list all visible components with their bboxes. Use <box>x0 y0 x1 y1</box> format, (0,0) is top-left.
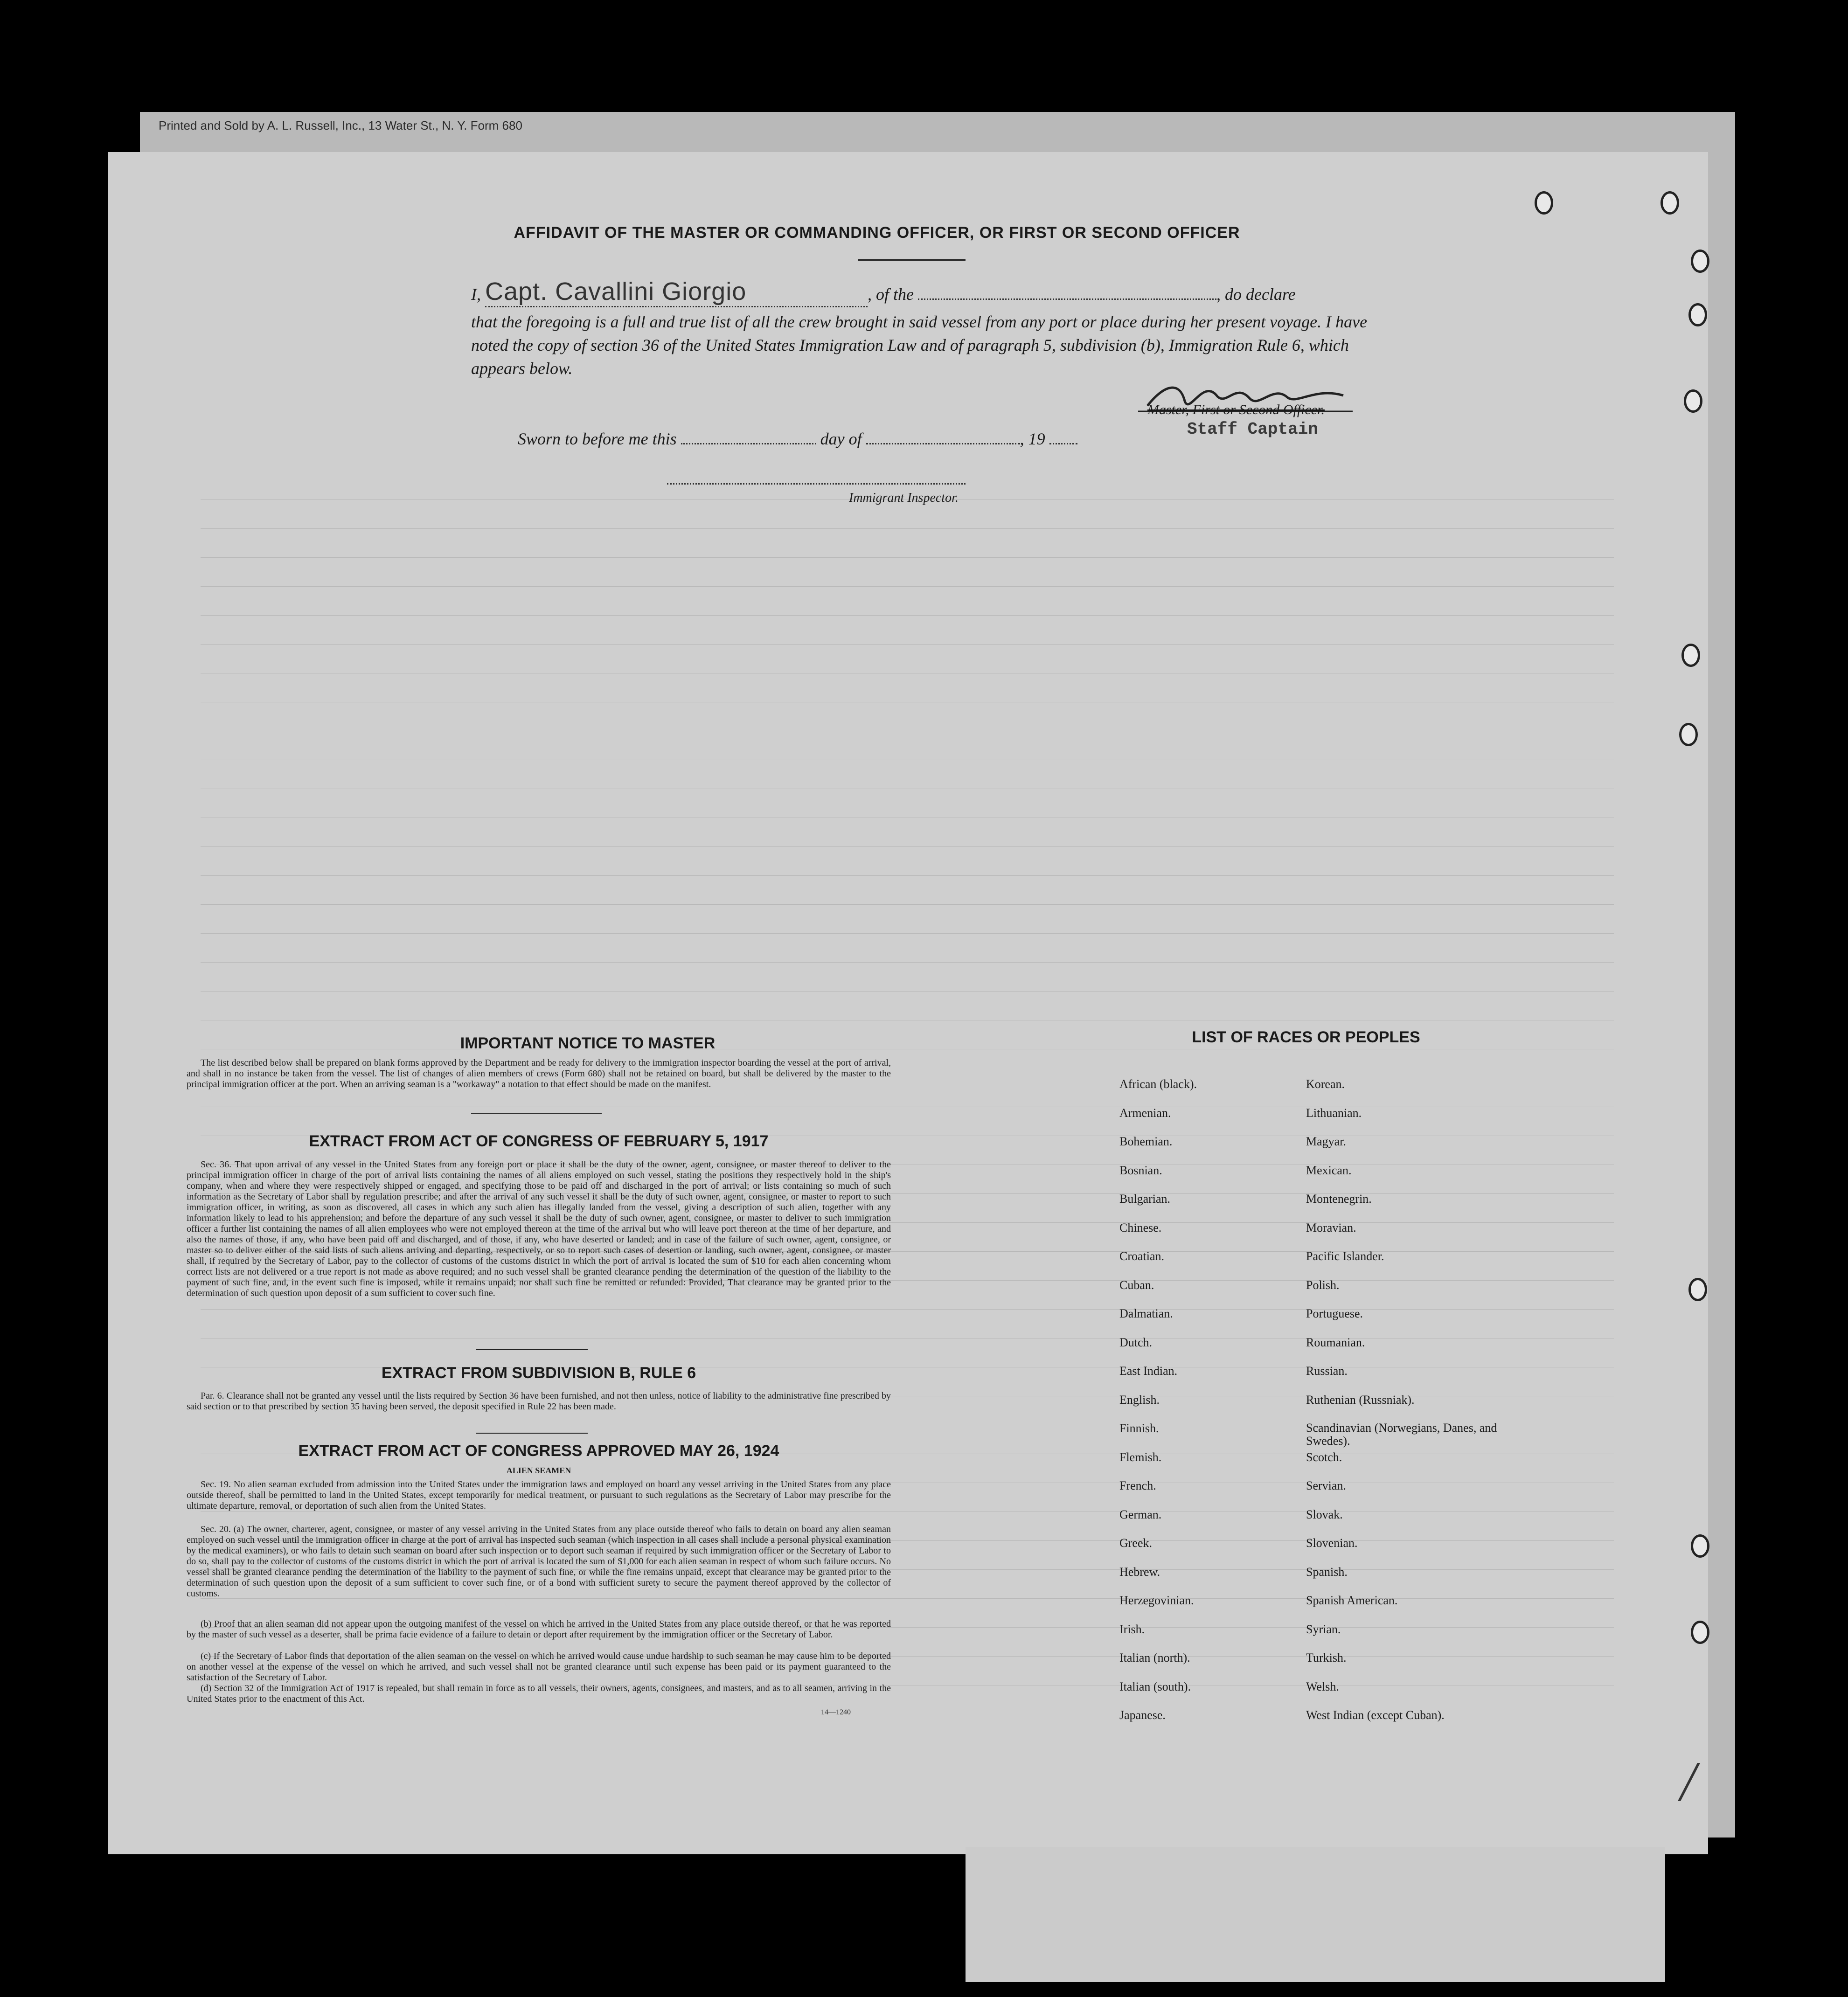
race-item: Magyar. <box>1306 1135 1346 1148</box>
declaration-text: that the foregoing is a full and true list of all the crew brought in said vessel from any port or place during her present voyage. I have noted the copy of section 36 of the United States Immigration Law and of paragraph 5, subdivision (b), Immigration Rule 6, which appears below. <box>471 312 1368 378</box>
inspector-caption: Immigrant Inspector. <box>849 491 959 505</box>
race-item: Cuban. <box>1119 1278 1154 1292</box>
declarant-line <box>471 277 1381 307</box>
signature-caption: Master, First or Second Officer. <box>1147 402 1325 417</box>
binder-hole-icon <box>1679 723 1698 746</box>
race-item: French. <box>1119 1479 1156 1492</box>
race-item: Greek. <box>1119 1536 1153 1550</box>
sworn-day-field[interactable] <box>681 443 816 444</box>
sec20a-text: Sec. 20. (a) The owner, charterer, agent, consignee, or master of any vessel arriving in the United States from any place outside thereof who fails to detain on board any alien seaman employed on such vessel until the immigration officer in charge at the port of arrival has inspected such seaman (which inspection in all cases shall include a personal physical examination by the medical examiners), or who fails to detain such seaman on board after such inspection or to deport such seaman if required by such immigration officer or the Secretary of Labor to do so, shall pay to the collector of customs of the customs district in which the port of arrival is located the sum of $1,000 for each alien seaman in respect of whom such failure occurs. No vessel shall be granted clearance pending the determination of the liability to the payment of such fine, or while the fine remains unpaid, except that clearance may be granted prior to the determination of such question upon the deposit of a sum sufficient to cover such fine, or of a bond with sufficient surety to secure the payment thereof approved by the collector of customs. <box>187 1524 891 1599</box>
i-prefix: I, <box>471 285 481 304</box>
vessel-name-field[interactable] <box>918 298 1216 300</box>
race-item: Italian (south). <box>1119 1679 1191 1693</box>
binder-hole-icon <box>1691 1621 1709 1644</box>
race-item: Spanish. <box>1306 1565 1348 1579</box>
declaration-block <box>471 277 1381 380</box>
staff-captain-stamp: Staff Captain <box>1187 420 1318 439</box>
check-mark: ╱ <box>1679 1765 1699 1801</box>
race-item: Roumanian. <box>1306 1335 1365 1349</box>
race-item: Slovak. <box>1306 1507 1343 1521</box>
extract-rule6-body: Par. 6. Clearance shall not be granted any vessel until the lists required by Section 36 have been furnished, and not then unless, notice of liability to the administrative fine prescribed by said section or to that prescribed by section 35 having been served, the deposit specified in Rule 22 has been made. <box>187 1391 891 1412</box>
extract-1917-title: EXTRACT FROM ACT OF CONGRESS OF FEBRUARY 5, 1917 <box>309 1132 769 1150</box>
race-item: Russian. <box>1306 1364 1348 1378</box>
race-item: West Indian (except Cuban). <box>1306 1708 1445 1722</box>
race-item: Bohemian. <box>1119 1135 1173 1148</box>
race-item: Welsh. <box>1306 1679 1339 1693</box>
affidavit-title: AFFIDAVIT OF THE MASTER OR COMMANDING OFFICER, OR FIRST OR SECOND OFFICER <box>514 224 1240 242</box>
race-item: African (black). <box>1119 1077 1197 1091</box>
notice-body: The list described below shall be prepared on blank forms approved by the Department and be ready for delivery to the immigration inspector boarding the vessel at the port of arrival, and shall in no instance be taken from the vessel. The list of changes of alien members of crews (Form 680) shall not be retained on board, but shall be delivered by the master to the principal immigration officer at the port. When an arriving seaman is a "workaway" a notation to that effect should be made on the manifest. <box>187 1058 891 1089</box>
race-item: Spanish American. <box>1306 1594 1398 1607</box>
races-title: LIST OF RACES OR PEOPLES <box>1192 1028 1420 1046</box>
race-item: Turkish. <box>1306 1651 1347 1664</box>
races-list <box>1119 1077 1502 1737</box>
race-item: East Indian. <box>1119 1364 1178 1378</box>
sec20c-text: (c) If the Secretary of Labor finds that deportation of the alien seaman on the vessel on which he arrived would cause undue hardship to such seaman he may cause him to be deported on another vessel at the expense of the vessel on which he arrived, and such vessel shall not be granted clearance until such expense has been paid or its payment guaranteed to the satisfaction of the Secretary of Labor. <box>187 1651 891 1683</box>
year-prefix: , 19 <box>1020 430 1045 448</box>
divider <box>476 1433 588 1434</box>
race-item: Polish. <box>1306 1278 1340 1292</box>
race-item: Slovenian. <box>1306 1536 1358 1550</box>
race-item: Moravian. <box>1306 1220 1356 1234</box>
race-item: Portuguese. <box>1306 1307 1363 1320</box>
race-item: Chinese. <box>1119 1220 1162 1234</box>
race-item: Croatian. <box>1119 1249 1165 1263</box>
race-item: Syrian. <box>1306 1622 1341 1636</box>
binder-hole-icon <box>1535 191 1553 215</box>
race-item: Dalmatian. <box>1119 1307 1173 1320</box>
day-of-text: day of <box>820 430 862 448</box>
notice-title: IMPORTANT NOTICE TO MASTER <box>460 1034 716 1052</box>
race-item: Finnish. <box>1119 1421 1159 1435</box>
race-item: Scotch. <box>1306 1450 1342 1464</box>
race-item: Lithuanian. <box>1306 1106 1362 1120</box>
underlying-page-edge <box>966 1847 1665 1982</box>
extract-1924-title: EXTRACT FROM ACT OF CONGRESS APPROVED MAY 26, 1924 <box>298 1442 779 1460</box>
race-item: Irish. <box>1119 1622 1145 1636</box>
race-item: Japanese. <box>1119 1708 1166 1722</box>
binder-hole-icon <box>1660 191 1679 215</box>
binder-hole-icon <box>1688 303 1707 326</box>
extract-1917-body: Sec. 36. That upon arrival of any vessel in the United States from any foreign port or place it shall be the duty of the owner, agent, consignee, or master thereof to deliver to the principal immigration officer in charge of the port of arrival lists containing the names of all aliens employed on such vessel, stating the positions they respectively hold in the ship's company, when and where they were respectively shipped or engaged, and specifying those to be paid off and discharged in the port of arrival; or lists containing so much of such information as the Secretary of Labor shall by regulation prescribe; and after the arrival of any such vessel it shall be the duty of such owner, agent, consignee, or master to report to such immigration officer, in writing, as soon as discovered, all cases in which any such alien has illegally landed from the vessel, giving a description of such alien, together with any information likely to lead to his apprehension; and before the departure of any such vessel it shall be the duty of such owner, agent, consignee, or master to deliver to such immigration officer a further list containing the names of all alien employees who were not employed thereon at the time of the arrival but who will leave port thereon at the time of her departure, and also the names of those, if any, who have been paid off and discharged, and of those, if any, who have deserted or landed; and in case of the failure of such owner, agent, consignee, or master so to deliver either of the said lists of such aliens arriving and departing, respectively, or so to report such cases of desertion or landing, such owner, agent, consignee, or master shall, if required by the Secretary of Labor, pay to the collector of customs of the customs district in which the port of arrival is located the sum of $10 for each alien concerning whom correct lists are not delivered or a true report is not made as above required; and no such vessel shall be granted clearance pending the determination of the question of the liability to the payment of such fine, and, in the event such fine is imposed, while it remains unpaid; nor shall such fine be remitted or refunded: Provided, That clearance may be granted prior to the determination of such question upon deposit of a sum sufficient to cover such fine. <box>187 1159 891 1298</box>
race-item: English. <box>1119 1393 1160 1407</box>
sworn-year-field[interactable] <box>1049 443 1077 444</box>
binder-hole-icon <box>1688 1278 1707 1301</box>
sworn-prefix: Sworn to before me this <box>518 430 677 448</box>
race-item: Bosnian. <box>1119 1163 1162 1177</box>
alien-seamen-subtitle: ALIEN SEAMEN <box>506 1466 571 1475</box>
extract-rule6-title: EXTRACT FROM SUBDIVISION B, RULE 6 <box>381 1364 696 1382</box>
sec19-text: Sec. 19. No alien seaman excluded from admission into the United States under the immigration laws and employed on board any vessel arriving in the United States from any place outside thereof, shall be permitted to land in the United States, except temporarily for medical treatment, or pursuant to such regulations as the Secretary of Labor may prescribe for the ultimate departure, removal, or deportation of such alien from the United States. <box>187 1479 891 1511</box>
race-item: Flemish. <box>1119 1450 1162 1464</box>
race-item: Italian (north). <box>1119 1651 1190 1664</box>
race-item: Korean. <box>1306 1077 1345 1091</box>
binder-hole-icon <box>1684 389 1702 413</box>
form-number: 14—1240 <box>821 1708 851 1716</box>
race-item: Herzegovinian. <box>1119 1594 1194 1607</box>
binder-hole-icon <box>1691 1534 1709 1558</box>
declarant-name-field[interactable] <box>485 277 868 307</box>
divider <box>858 259 966 261</box>
race-item: German. <box>1119 1507 1162 1521</box>
binder-hole-icon <box>1691 250 1709 273</box>
divider <box>476 1349 588 1350</box>
printer-imprint: Printed and Sold by A. L. Russell, Inc., 13 Water St., N. Y. Form 680 <box>159 118 522 132</box>
race-item: Mexican. <box>1306 1163 1352 1177</box>
race-item: Dutch. <box>1119 1335 1153 1349</box>
race-item: Bulgarian. <box>1119 1192 1171 1206</box>
race-item: Ruthenian (Russniak). <box>1306 1393 1415 1407</box>
sworn-month-field[interactable] <box>866 443 1020 444</box>
declarant-name: Capt. Cavallini Giorgio <box>485 277 747 305</box>
binder-hole-icon <box>1681 644 1700 667</box>
inspector-signature-field[interactable] <box>667 483 966 485</box>
sec20b-text: (b) Proof that an alien seaman did not appear upon the outgoing manifest of the vessel on which he arrived in the United States from any place outside thereof, or that he was reported by the master of such vessel as a deserter, shall be prima facie evidence of a failure to detain or deport after requirement by the immigration officer or the Secretary of Labor. <box>187 1619 891 1640</box>
race-item: Servian. <box>1306 1479 1346 1492</box>
sec20d-text: (d) Section 32 of the Immigration Act of 1917 is repealed, but shall remain in force as to all vessels, their owners, agents, consignees, and masters, and as to all seamen, arriving in the United States prior to the enactment of this Act. <box>187 1683 891 1704</box>
race-item: Scandinavian (Norwegians, Danes, and Swedes). <box>1306 1421 1497 1448</box>
of-the-text: , of the <box>868 285 914 304</box>
race-item: Armenian. <box>1119 1106 1171 1120</box>
race-item: Montenegrin. <box>1306 1192 1372 1206</box>
do-declare-text: , do declare <box>1216 285 1296 304</box>
race-item: Pacific Islander. <box>1306 1249 1384 1263</box>
divider <box>471 1113 602 1114</box>
race-item: Hebrew. <box>1119 1565 1160 1579</box>
sworn-line <box>518 429 1101 449</box>
